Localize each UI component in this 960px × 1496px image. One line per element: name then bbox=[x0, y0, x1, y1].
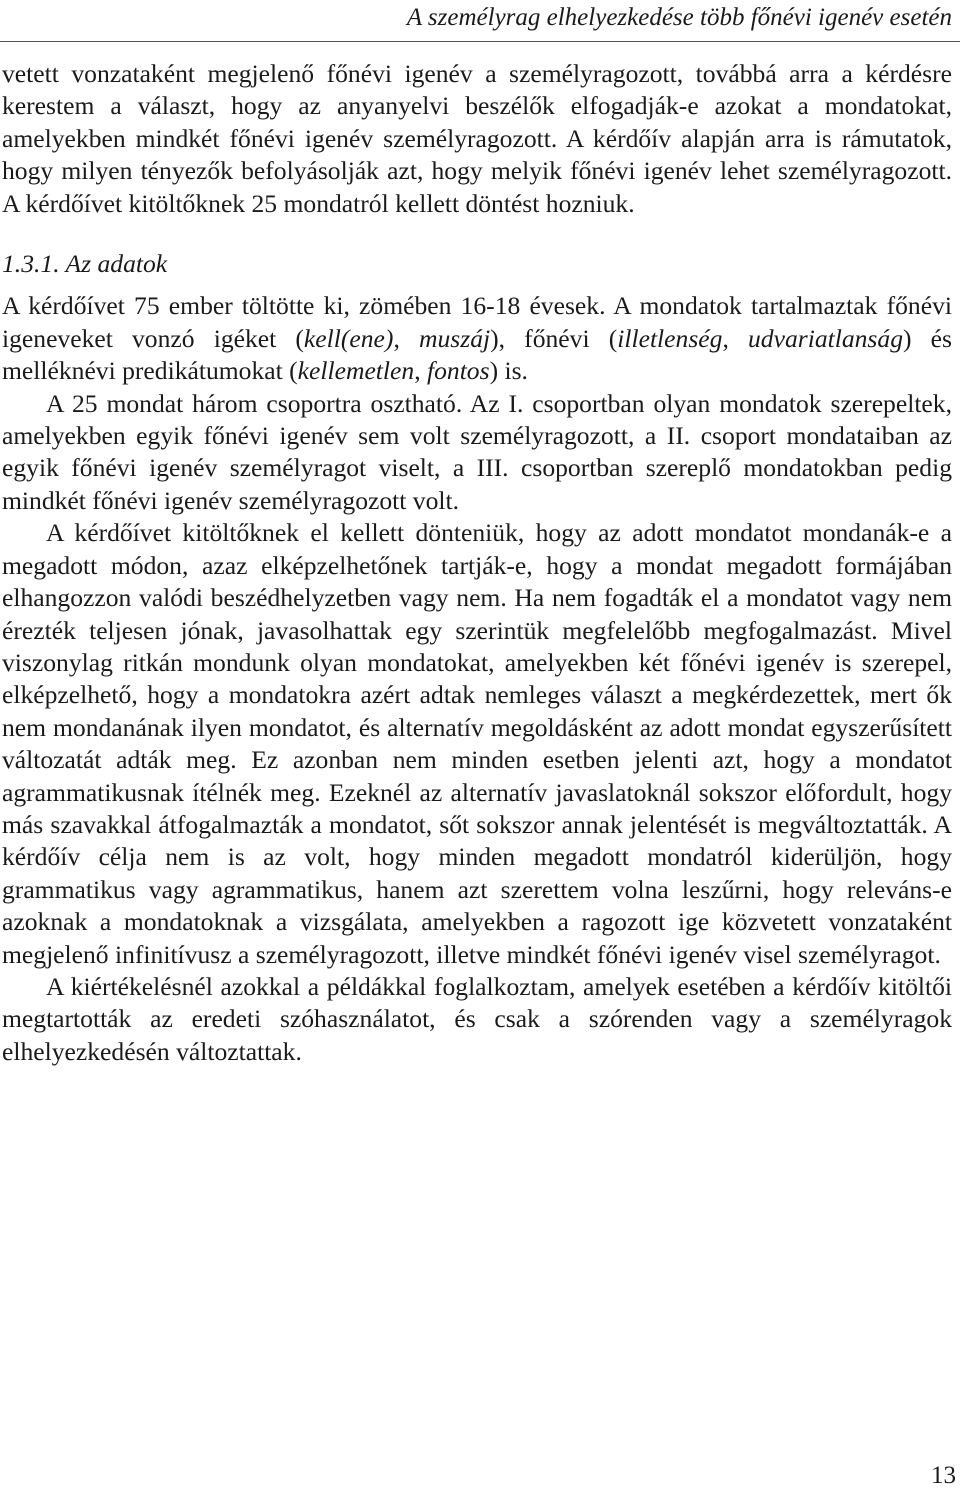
section-heading: 1.3.1. Az adatok bbox=[2, 249, 168, 279]
paragraph-1: vetett vonzataként megjelenő főnévi igenév a személyragozott, továbbá arra a kérdésre kerestem a választ, hogy az anyanyelvi beszélők elfogadják-e azokat a mondatokat, amelyekben mindkét főnévi igenév személyragozott. A kérdőív alapján arra is rámutatok, hogy milyen tényezők befolyásolják azt, hogy melyik főnévi igenév lehet személyragozott. A kérdőívet kitöltőknek 25 mondatról kellett döntést hozniuk. bbox=[2, 59, 952, 218]
body-text bbox=[2, 58, 952, 1068]
paragraph-3: A 25 mondat három csoportra osztható. Az I. csoportban olyan mondatok szerepeltek, amelyekben egyik főnévi igenév sem volt személyragozott, a II. csoport mondataiban az egyik főnévi igenév személyragot viselt, a III. csoportban szereplő mondatokban pedig mindkét főnévi igenév személyragozott volt. bbox=[2, 388, 952, 515]
paragraph-4: A kérdőívet kitöltőknek el kellett dönteniük, hogy az adott mondatot mondanák-e a megadott módon, azaz elképzelhetőnek tartják-e, hogy a mondat megadott formájában elhangozzon valódi beszédhelyzetben vagy nem. Ha nem fogadták el a mondatot vagy nem érezték teljesen jónak, javasolhattak egy szerintük megfelelőbb megfogalmazást. Mivel viszonylag ritkán mondunk olyan mondatokat, amelyekben két főnévi igenév is szerepel, elképzelhető, hogy a mondatokra azért adtak nemleges választ a megkérdezettek, mert ők nem mondanának ilyen mondatot, és alternatív megoldásként az adott mondat egyszerűsített változatát adták meg. Ez azonban nem minden esetben jelenti azt, hogy a mondatot agrammatikusnak ítélnék meg. Ezeknél az alternatív javaslatoknál sokszor előfordult, hogy más szavakkal átfogalmazták a mondatot, sőt sokszor annak jelentését is megváltoztatták. A kérdőív célja nem is az volt, hogy minden megadott mondatról kiderüljön, hogy grammatikus vagy agrammatikus, hanem azt szerettem volna leszűrni, hogy releváns-e azoknak a mondatoknak a vizsgálata, amelyekben a ragozott ige közvetett vonzataként megjelenő infinitívusz a személyragozott, illetve mindkét főnévi igenév visel személyragot. bbox=[2, 518, 952, 969]
page-number: 13 bbox=[931, 1462, 956, 1489]
running-header: A személyrag elhelyezkedése több főnévi igenév esetén bbox=[406, 4, 952, 31]
header-rule bbox=[0, 41, 960, 42]
paragraph-5: A kiértékelésnél azokkal a példákkal foglalkoztam, amelyek esetében a kérdőív kitöltői megtartották az eredeti szóhasználatot, és csak a szórenden vagy a személyragok elhelyezkedésén változtattak. bbox=[2, 971, 952, 1066]
paragraph-2: A kérdőívet 75 ember töltötte ki, zömében 16-18 évesek. A mondatok tartalmaztak főnévi igeneveket vonzó igéket (kell(ene), muszáj), főnévi (illetlenség, udvariatlanság) és melléknévi predikátumokat (kellemetlen, fontos) is. bbox=[2, 291, 952, 386]
